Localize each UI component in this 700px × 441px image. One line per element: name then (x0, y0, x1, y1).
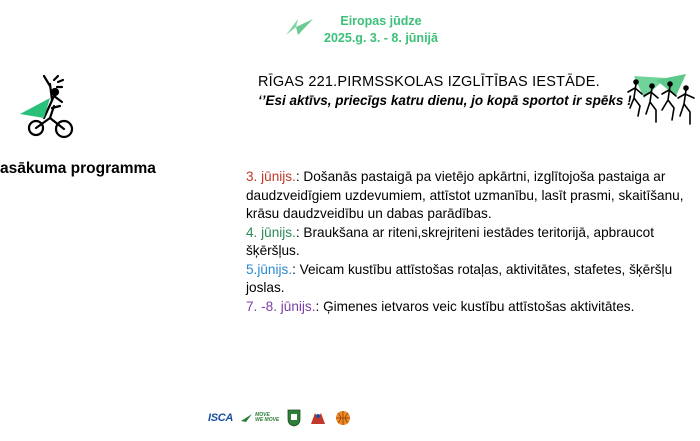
isca-logo: ISCA (208, 412, 234, 424)
cyclist-flag-icon (14, 72, 78, 140)
slogan: ‘’Esi aktīvs, priecīgs katru dienu, jo kopā sportot ir spēks ! (258, 93, 632, 108)
program-date: 7. -8. jūnijs. (246, 298, 316, 314)
program-text: : Veicam kustību attīstošas rotaļas, aktivitātes, stafetes, šķēršļu (292, 261, 673, 277)
program-date: 5.jūnijs. (246, 261, 293, 277)
program-date: 4. jūnijs. (246, 224, 296, 240)
sports-logo-icon (309, 410, 327, 426)
riga-coat-of-arms-icon (287, 409, 301, 427)
basketball-logo-icon (335, 410, 351, 426)
program-text: : Braukšana ar riteni,skrejriteni iestādes teritorijā, apbraucot (295, 224, 655, 240)
program-text: : Ģimenes ietvaros veic kustību attīstošas aktivitātes. (315, 298, 635, 314)
program-date: 3. jūnijs. (246, 169, 296, 184)
program-line: daudzveidīgiem uzdevumiem, attīstot uzmanību, lasīt prasmi, skaitīšanu, (246, 187, 684, 203)
program-item-4 (246, 298, 700, 317)
program-line: šķēršļus. (246, 243, 300, 258)
program-line: joslas. (246, 280, 285, 295)
partner-logos (208, 405, 351, 431)
program-line: krāsu daudzveidību un dabas parādības. (246, 206, 492, 221)
move-arrow-icon (241, 413, 253, 423)
school-name: RĪGAS 221.PIRMSSKOLAS IZGLĪTĪBAS IESTĀDE. (258, 74, 600, 90)
running-people-icon (626, 72, 700, 130)
program-title: asākuma programma (0, 160, 156, 177)
move-we-move-text: MOVE WE MOVE (255, 412, 280, 423)
event-dates: 2025.g. 3. - 8. jūnijā (324, 31, 438, 45)
program-list (246, 168, 700, 316)
program-item-3 (246, 261, 700, 280)
move-we-move-logo (241, 413, 279, 423)
program-item-1 (246, 168, 700, 187)
event-header (316, 13, 446, 47)
green-triangle-icon (286, 17, 314, 37)
program-item-2 (246, 224, 700, 243)
program-text: : Došanās pastaigā pa vietējo apkārtni, izglītojoša pastaiga ar (295, 169, 666, 184)
event-name: Eiropas jūdze (340, 14, 422, 28)
